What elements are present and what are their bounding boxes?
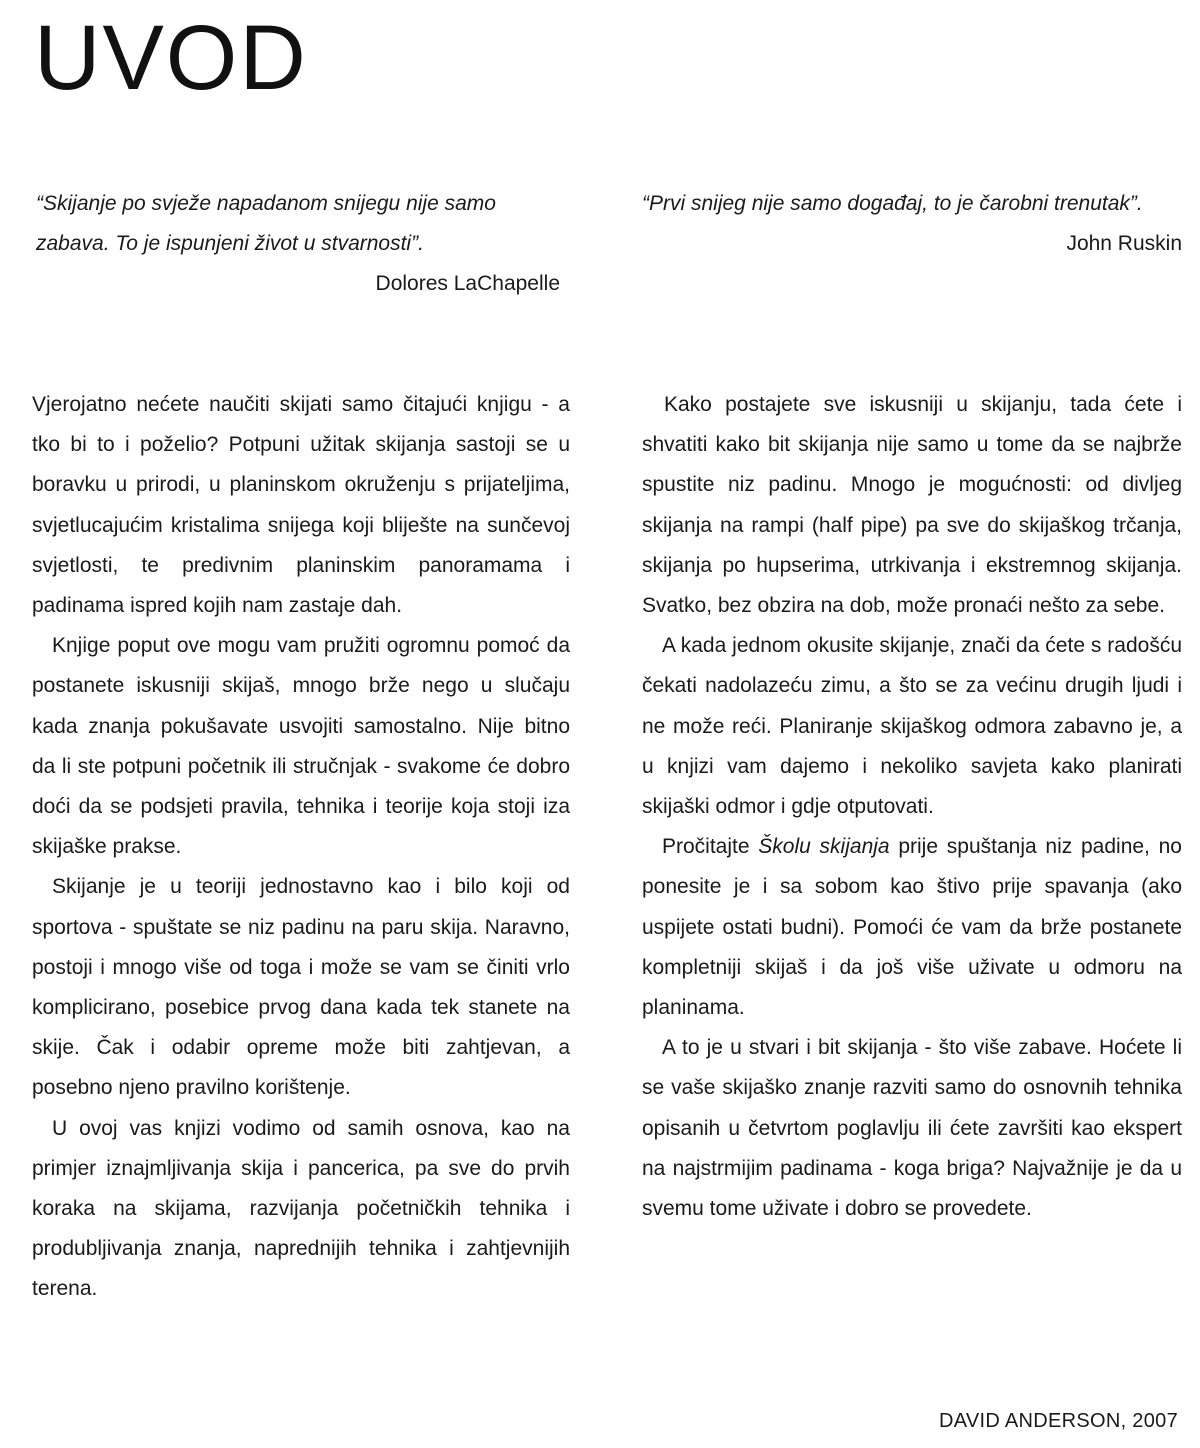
body-column-left [32, 385, 570, 1310]
epigraph-left [36, 184, 566, 304]
paragraph-text: prije spuštanja niz padine, no ponesite je i sa sobom kao štivo prije spavanja (ako uspijete ostati budni). Pomoći će vam da brže postanete kompletniji skijaš i da još više uživate u odmoru na planinama. [642, 835, 1182, 1020]
paragraph: Vjerojatno nećete naučiti skijati samo čitajući knjigu - a tko bi to i poželio? Potpuni užitak skijanja sastoji se u boravku u prirodi, u planinskom okruženju s prijateljima, svjetlucajućim kristalima snijega koji bliješte na sunčevoj svjetlosti, te predivnim planinskim panoramama i padinama ispred kojih nam zastaje dah. [32, 393, 570, 618]
paragraph: U ovoj vas knjizi vodimo od samih osnova, kao na primjer iznajmljivanja skija i pancerica, pa sve do prvih koraka na skijama, razvijanja početničkih tehnika i produbljivanja znanja, naprednijih tehnika i zahtjevnijih terena. [32, 1116, 570, 1301]
paragraph-text: Pročitajte [662, 835, 759, 859]
page-title: UVOD [34, 7, 308, 109]
paragraph: Skijanje je u teoriji jednostavno kao i bilo koji od sportova - spuštate se niz padinu na paru skija. Naravno, postoji i mnogo više od toga i može se vam se činiti vrlo komplicirano, posebice prvog dana kada tek stanete na skije. Čak i odabir opreme može biti zahtjevan, a posebno njeno pravilno korištenje. [32, 875, 570, 1100]
author-signature: DAVID ANDERSON, 2007 [938, 1410, 1178, 1432]
paragraph: A to je u stvari i bit skijanja - što više zabave. Hoćete li se vaše skijaško znanje razviti samo do osnovnih tehnika opisanih u četvrtom poglavlju ili ćete završiti kao ekspert na najstrmijim padinama - koga briga? Najvažnije je da u svemu tome uživate i dobro se provedete. [642, 1036, 1182, 1221]
book-title: Školu skijanja [758, 835, 890, 859]
body-column-right [642, 385, 1182, 1229]
paragraph: Knjige poput ove mogu vam pružiti ogromnu pomoć da postanete iskusniji skijaš, mnogo brže nego u slučaju kada znanja pokušavate usvojiti samostalno. Nije bitno da li ste potpuni početnik ili stručnjak - svakome će dobro doći da se podsjeti pravila, tehnika i teorije koja stoji iza skijaške prakse. [32, 634, 570, 859]
epigraph-left-author: Dolores LaChapelle [375, 272, 560, 295]
epigraph-right-text: “Prvi snijeg nije samo događaj, to je čarobni trenutak”. [642, 192, 1143, 215]
paragraph: A kada jednom okusite skijanje, znači da ćete s radošću čekati nadolazeću zimu, a što se za većinu drugih ljudi i ne može reći. Planiranje skijaškog odmora zabavno je, a u knjizi vam dajemo i nekoliko savjeta kako planirati skijaški odmor i gdje otputovati. [642, 634, 1182, 819]
epigraph-right-author: John Ruskin [1066, 232, 1182, 255]
paragraph [642, 827, 1182, 1028]
paragraph: Kako postajete sve iskusniji u skijanju, tada ćete i shvatiti kako bit skijanja nije samo u tome da se najbrže spustite niz padinu. Mnogo je mogućnosti: od divljeg skijanja na rampi (half pipe) pa sve do skijaškog trčanja, skijanja po hupserima, utrkivanja i ekstremnog skijanja. Svatko, bez obzira na dob, može pronaći nešto za sebe. [642, 393, 1182, 618]
epigraph-left-text: “Skijanje po svježe napadanom snijegu nije samo zabava. To je ispunjeni život u stvarnosti”. [36, 192, 496, 255]
epigraph-right [642, 184, 1182, 264]
